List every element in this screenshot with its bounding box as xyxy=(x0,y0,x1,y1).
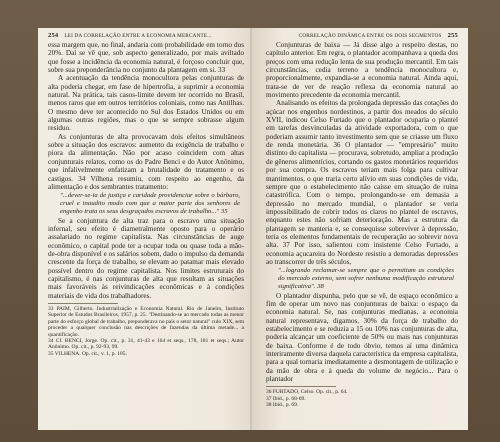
left-page xyxy=(38,28,254,430)
left-quote: "...dever-se-ia de justiça e caridade providenciar sobre o bárbaro, cruel e inaudito modo com que a maior parte dos senhores de engenho trata os seus desgraçados escravos de trabalho..." 35 xyxy=(60,192,240,215)
right-footnote-37: 37 Ibid., p. 68-69. xyxy=(266,395,306,402)
left-footnote-35: 35 VILHENA. Op. cit., v. 1, p. 185. xyxy=(48,350,127,357)
left-footnote-33: 33 PAIM, Gilberto. Industrialização e Economia Natural. Rio de Janeiro, Instituto Superior de Estudos Brasileiros, 1957, p. 25. "Destinando-se ao mercado todas as menor parte do esforço global de trabalho, preponderava no país o setor natural" culo XIX, sem proceder a qualquer conclusão nas descrições de fazendas da última metade... a quantificação. xyxy=(48,306,244,338)
right-quote: "...logrando reclamar-se sempre que o permitiam as condições do mercado externo, sem sofrer nenhuma modificação estrutural significativa". 38 xyxy=(278,267,454,290)
right-page-number: 255 xyxy=(447,32,458,39)
left-paragraph-2: A acentuação da tendência monocultora pelas conjunturas de alta poderia chegar, em fase de hipertrofia, a suprimir a economia natural. Na prática, tais casos-limite devem ter ocorrido no Brasil, menos raros que em outros territórios coloniais, como nas Antilhas. O mesmo deve ter acontecido no Sul dos Estados Unidos ou em algumas outras regiões, mas o que se sempre sobrasse algum resíduo. xyxy=(48,74,244,133)
right-paragraph-2: Analisando os efeitos da prolongada depressão das cotações do açúcar nos engenhos nordestinos, a partir dos meados do século XVII, indicou Celso Furtado que o plantador ocuparia o plantel em tarefas desvinculadas da atividade exportadora, com o que poderiam assumir tanto investimento sem que se criasse um fluxo de renda monetária. 36 O plantador — "empresário" muito distinto do capitalista — procurava, sobretudo, ampliar a produção de gêneros alimentícios, cortando os gastos monetários requeridos por sua compra. Os escravos teriam mais folga para cultivar mantimentos, o que traria certo alívio em suas condições de vida, sempre que o estabelecimento não caísse em situação de ruína catastrófica. Com o tempo, prolongando-se em demasia a depressão no mercado mundial, o plantador se veria impossibilitado de cobrir todos os claros no plantel de escravos, enquanto estes não sofriam deterioração. Mas a estrutura da plantagem se manteria e, se consequisse sobreviver à depressão, teria os elementos fundamentais de recuperação ao sobrevir nova alta. 37 Por isso, salientou com insistente Celso Furtado, a economia açucareira do Nordeste resistiu a demoradas depressões ao transcorrer de três séculos, xyxy=(266,99,459,266)
right-footnote-36: 36 FURTADO, Celso. Op. cit., p. 64. xyxy=(266,389,348,396)
left-running-head: LEI DA CORRELAÇÃO ENTRE A ECONOMIA MERCANTE... xyxy=(64,33,212,39)
right-footnote-38: 38 Ibid., p. 69. xyxy=(266,402,299,409)
left-paragraph-3: As conjunturas de alta provocavam dois efeitos simultâneos sobre a situação dos escravos: aumento da exigência de trabalho e piora da alimentação. Não por acaso coincidem com altas conjunturais relatos, como os do Padre Benci e do Autor Anônimo, que infalivelmente enfatizam a brutalidade do tratamento e os castigos. 34 Vilhena resumiu, com respeito ao engenho, da alimentação e dos sembrantes tratamento: xyxy=(48,132,244,191)
left-paragraph-1: essa margem que, no final, andaria com probabilidade em torno dos 20%. Daí se vê que, sob aspecto generalizado, por mais aviltado que fosse a incidência da economia natural, é forçoso concluir que, sobre sua preponderância no conjunto da plantagem em si. 33 xyxy=(48,41,244,75)
left-page-number: 254 xyxy=(48,32,59,39)
right-page xyxy=(252,28,468,430)
right-paragraph-1: Conjunturas de baixa — Já disse algo a respeito destas, no capítulo anterior. Em regra, o plantador acompanhava a queda dos preços com uma redução lenta de sua produção mercantil. Em tais circunstâncias, cedia terreno a tendência monocultora e, proporcionalmente, expandia-se a economia natural. Ainda aqui, trata-se de ver de reação reflexa da economia natural ao movimento precedente da economia mercantil. xyxy=(266,41,458,100)
right-footnote-rule xyxy=(266,386,336,387)
right-page-header xyxy=(266,32,458,41)
left-footnote-rule xyxy=(48,303,118,304)
right-running-head: CORRELAÇÃO DINÂMICA ENTRE OS DOIS SEGMENTOS xyxy=(298,33,442,39)
right-paragraph-3: O plantador dispunha, pelo que se vê, de espaço econômico a fim de operar um novo nas conjunturas de baixa: o espaço da economia natural. Se, nas conjunturas medianas, a economia natural representava, digamos, 30% da força de trabalho do estabelecimento e se reduzia a 15 ou 10% nas conjunturas de alta, poderia alcançar um coeficiente de 50% ou mais nas conjunturas de baixa. Conforme é de todo óbvio, temos aí uma dinâmica interiramente diversa daquela característica da empresa capitalista, para a qual tornaria imediatamente a desmontagem de utilização e da mão de obra e à queda do volume de negócio... Para o plantador xyxy=(266,291,458,384)
left-paragraph-4: Se a conjuntura de alta traz para o escravo uma situação infernal, seu efeito é diametralmente oposto para o operário assalariado no regime capitalista. Nas circunstâncias de auge econômico, o capital pode ter a ocupar toda ou quase toda a mão-de-obra disponível e os salários sobem, dado o impulso da demanda crescente da força de trabalho, se elevam ao patamar mais elevado possível dentro do regime capitalista. Nos limites estruturais do capitalismo, é nas conjunturas de alta que resultam as situações mais favoráveis às reivindicações econômicas e à condições materiais de vida dos trabalhadores. xyxy=(48,216,244,300)
left-footnote-34: 34 Cf. BENCI, Jorge. Op. cit., p. 31, 41-43 e 164 et seqs., 178, 181 et seqs.; Autor Anônimo. Op. cit., p. 92-93, 99. xyxy=(48,338,244,351)
left-page-header xyxy=(48,32,244,41)
